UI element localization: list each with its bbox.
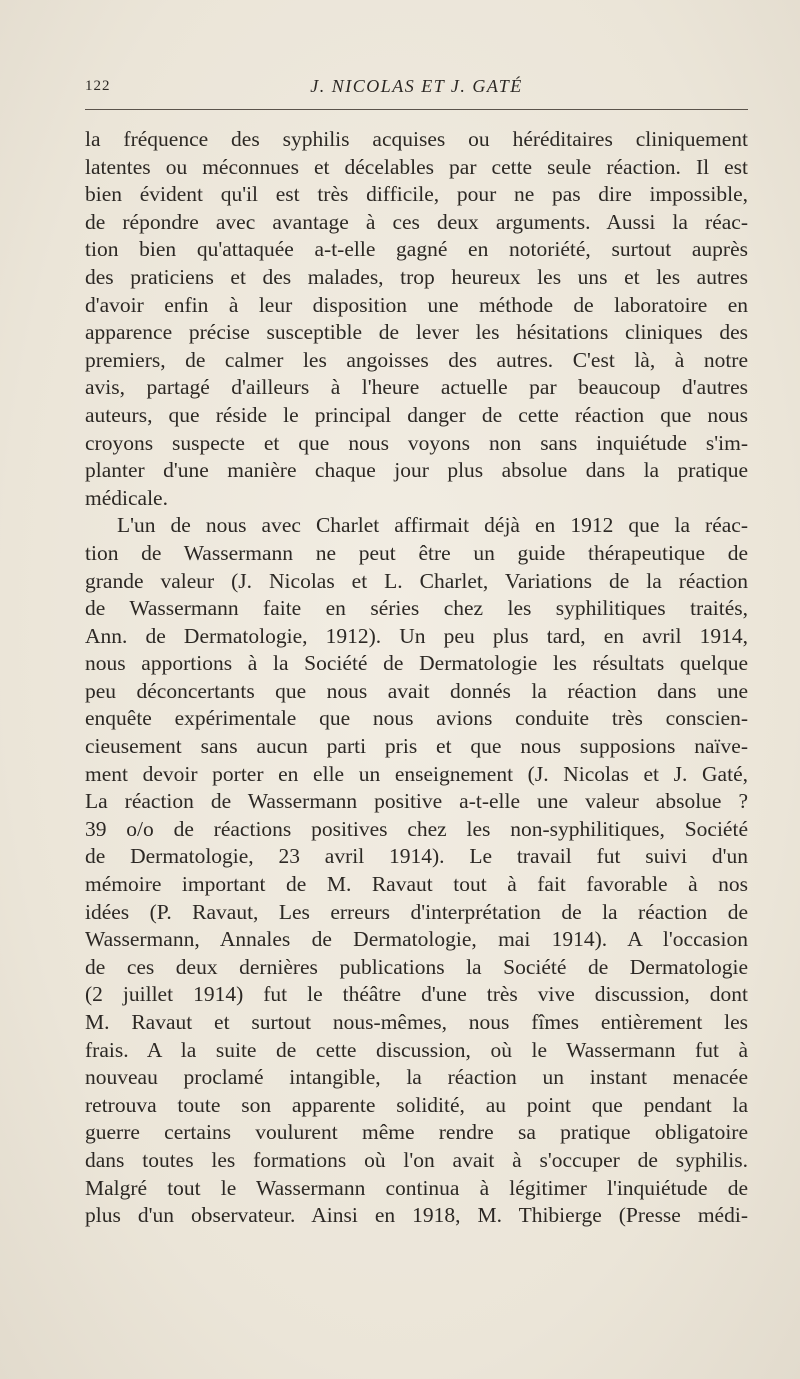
text-line bbox=[85, 292, 765, 320]
body-text bbox=[85, 126, 765, 1230]
text-line bbox=[85, 209, 765, 237]
text-line-content: auteurs, que réside le principal danger de cette réaction que nous bbox=[85, 402, 748, 427]
text-line-content: peu déconcertants que nous avait donnés la réaction dans une bbox=[85, 678, 748, 703]
text-line bbox=[85, 1037, 765, 1065]
text-line-content: L'un de nous avec Charlet affirmait déjà en 1912 que la réac- bbox=[117, 513, 748, 538]
text-line bbox=[85, 650, 765, 678]
text-line-content: enquête expérimentale que nous avions conduite très conscien- bbox=[85, 706, 748, 731]
text-line-content: tion bien qu'attaquée a-t-elle gagné en notoriété, surtout auprès bbox=[85, 237, 748, 262]
header-rule bbox=[85, 109, 748, 110]
text-line bbox=[85, 154, 765, 182]
text-line-content: M. Ravaut et surtout nous-mêmes, nous fîmes entièrement les bbox=[85, 1010, 748, 1034]
text-line-content: plus d'un observateur. Ainsi en 1918, M. Thibierge (Presse médi- bbox=[85, 1203, 748, 1228]
text-line-content: Wassermann, Annales de Dermatologie, mai 1914). A l'occasion bbox=[85, 927, 748, 952]
text-line-content: latentes ou méconnues et décelables par cette seule réaction. Il est bbox=[85, 154, 748, 179]
text-line bbox=[85, 264, 765, 292]
text-line-content: tion de Wassermann ne peut être un guide thérapeutique de bbox=[85, 540, 748, 565]
text-line-content: médicale. bbox=[85, 485, 168, 510]
text-line-content: apparence précise susceptible de lever les hésitations cliniques des bbox=[85, 320, 748, 345]
text-line-content: frais. A la suite de cette discussion, où le Wassermann fut à bbox=[85, 1037, 748, 1062]
text-line-content: nouveau proclamé intangible, la réaction un instant menacée bbox=[85, 1065, 748, 1090]
page-header bbox=[85, 76, 748, 106]
text-line bbox=[85, 485, 765, 513]
text-line bbox=[85, 954, 765, 982]
text-line-content: guerre certains voulurent même rendre sa pratique obligatoire bbox=[85, 1120, 748, 1145]
text-line-content: de ces deux dernières publications la Société de Dermatologie bbox=[85, 954, 748, 979]
text-line-content: croyons suspecte et que nous voyons non sans inquiétude s'im- bbox=[85, 430, 748, 455]
text-line bbox=[85, 430, 765, 458]
text-line bbox=[85, 1064, 765, 1092]
text-line-content: Ann. de Dermatologie, 1912). Un peu plus tard, en avril 1914, bbox=[85, 623, 748, 648]
text-line-content: nous apportions à la Société de Dermatologie les résultats quelque bbox=[85, 651, 748, 676]
page-number: 122 bbox=[85, 78, 111, 94]
text-line-content: mémoire important de M. Ravaut tout à fait favorable à nos bbox=[85, 872, 748, 897]
text-line-content: premiers, de calmer les angoisses des autres. C'est là, à notre bbox=[85, 347, 748, 372]
text-line-content: retrouva toute son apparente solidité, au point que pendant la bbox=[85, 1092, 748, 1117]
text-line bbox=[85, 1092, 765, 1120]
text-line-content: ment devoir porter en elle un enseignement (J. Nicolas et J. Gaté, bbox=[85, 761, 748, 786]
text-line bbox=[85, 788, 765, 816]
text-line-content: idées (P. Ravaut, Les erreurs d'interprétation de la réaction de bbox=[85, 899, 748, 924]
text-line bbox=[85, 568, 765, 596]
text-line bbox=[85, 761, 765, 789]
text-line bbox=[85, 236, 765, 264]
text-line-content: cieusement sans aucun parti pris et que nous supposions naïve- bbox=[85, 734, 748, 759]
text-line bbox=[85, 319, 765, 347]
text-line bbox=[85, 1202, 765, 1230]
text-line bbox=[85, 871, 765, 899]
text-line-content: la fréquence des syphilis acquises ou héréditaires cliniquement bbox=[85, 127, 748, 151]
text-line-content: Malgré tout le Wassermann continua à légitimer l'inquiétude de bbox=[85, 1175, 748, 1200]
text-line bbox=[85, 402, 765, 430]
text-line bbox=[85, 512, 765, 540]
text-line bbox=[85, 981, 765, 1009]
text-line bbox=[85, 347, 765, 375]
text-line bbox=[85, 705, 765, 733]
text-line-content: de répondre avec avantage à ces deux arguments. Aussi la réac- bbox=[85, 209, 748, 234]
text-line bbox=[85, 457, 765, 485]
text-line-content: 39 o/o de réactions positives chez les non-syphilitiques, Société bbox=[85, 816, 748, 841]
text-line-content: bien évident qu'il est très difficile, pour ne pas dire impossible, bbox=[85, 182, 748, 207]
text-line-content: La réaction de Wassermann positive a-t-elle une valeur absolue ? bbox=[85, 789, 748, 814]
text-line bbox=[85, 1009, 765, 1037]
text-line-content: planter d'une manière chaque jour plus absolue dans la pratique bbox=[85, 458, 748, 483]
text-line-content: grande valeur (J. Nicolas et L. Charlet, Variations de la réaction bbox=[85, 568, 748, 593]
text-line-content: de Wassermann faite en séries chez les syphilitiques traités, bbox=[85, 596, 748, 621]
text-line bbox=[85, 899, 765, 927]
text-line bbox=[85, 733, 765, 761]
text-line bbox=[85, 540, 765, 568]
text-line-content: de Dermatologie, 23 avril 1914). Le travail fut suivi d'un bbox=[85, 844, 748, 869]
running-head: J. NICOLAS ET J. GATÉ bbox=[310, 76, 523, 96]
text-line bbox=[85, 1147, 765, 1175]
text-line bbox=[85, 843, 765, 871]
text-line bbox=[85, 1119, 765, 1147]
text-line bbox=[85, 1175, 765, 1203]
text-line bbox=[85, 623, 765, 651]
text-line-content: dans toutes les formations où l'on avait à s'occuper de syphilis. bbox=[85, 1147, 748, 1172]
text-line-content: d'avoir enfin à leur disposition une méthode de laboratoire en bbox=[85, 292, 748, 317]
text-line bbox=[85, 816, 765, 844]
text-line bbox=[85, 678, 765, 706]
text-line bbox=[85, 181, 765, 209]
text-line-content: avis, partagé d'ailleurs à l'heure actuelle par beaucoup d'autres bbox=[85, 375, 748, 400]
text-line bbox=[85, 126, 765, 154]
text-line-content: des praticiens et des malades, trop heureux les uns et les autres bbox=[85, 264, 748, 289]
text-line bbox=[85, 926, 765, 954]
text-line bbox=[85, 374, 765, 402]
text-line bbox=[85, 595, 765, 623]
text-line-content: (2 juillet 1914) fut le théâtre d'une très vive discussion, dont bbox=[85, 982, 748, 1007]
